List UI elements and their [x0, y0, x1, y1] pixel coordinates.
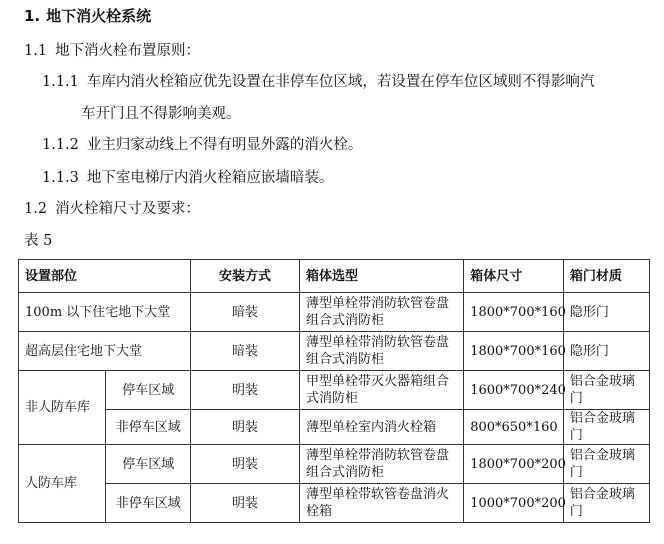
- hydrant-box-table: [18, 259, 650, 523]
- cell-door: 铝合金玻璃门: [563, 445, 649, 484]
- subsection-number: 1.1: [24, 43, 48, 59]
- cell-size: 800*650*160: [464, 410, 564, 445]
- clause-1-1-1-continuation: 车开门且不得影响美观。: [81, 106, 241, 122]
- clause-1-1-1: [42, 71, 594, 93]
- cell-box-type: 甲型单栓带灭火器箱组合式消防柜: [299, 371, 463, 410]
- clause-number: 1.1.1: [42, 74, 79, 90]
- cell-door: 隐形门: [563, 332, 649, 371]
- cell-sub-location: 非停车区域: [106, 410, 191, 445]
- cell-size: 1000*700*200: [464, 484, 564, 523]
- cell-sub-location: 停车区域: [106, 371, 191, 410]
- cell-install: 暗装: [191, 293, 300, 332]
- clause-number: 1.1.2: [42, 137, 79, 153]
- header-location: 设置部位: [19, 260, 191, 293]
- cell-sub-location: 非停车区域: [106, 484, 191, 523]
- cell-size: 1800*700*160: [464, 332, 564, 371]
- cell-install: 明装: [191, 410, 300, 445]
- table-header-row: [19, 260, 650, 293]
- clause-number: 1.1.3: [42, 170, 79, 186]
- cell-box-type: 薄型单栓带消防软管卷盘组合式消防柜: [299, 445, 463, 484]
- cell-install: 明装: [191, 484, 300, 523]
- cell-location: 100m 以下住宅地下大堂: [19, 293, 191, 332]
- subsection-1-2: [24, 198, 200, 220]
- table-row: [19, 371, 650, 410]
- cell-sub-location: 停车区域: [106, 445, 191, 484]
- cell-size: 1800*700*200: [464, 445, 564, 484]
- section-heading: [24, 5, 151, 27]
- table-row: [19, 484, 650, 523]
- cell-size: 1800*700*160: [464, 293, 564, 332]
- cell-install: 暗装: [191, 332, 300, 371]
- cell-location: 超高层住宅地下大堂: [19, 332, 191, 371]
- cell-box-type: 薄型单栓带软管卷盘消火栓箱: [299, 484, 463, 523]
- cell-location: 人防车库: [19, 445, 106, 523]
- cell-door: 铝合金玻璃门: [563, 484, 649, 523]
- section-number: 1.: [24, 7, 41, 25]
- cell-door: 铝合金玻璃门: [563, 410, 649, 445]
- clause-text: 车库内消火栓箱应优先设置在非停车位区域，若设置在停车位区域则不得影响汽: [86, 74, 595, 90]
- cell-box-type: 薄型单栓带消防软管卷盘组合式消防柜: [299, 332, 463, 371]
- cell-door: 铝合金玻璃门: [563, 371, 649, 410]
- cell-install: 明装: [191, 445, 300, 484]
- cell-location: 非人防车库: [19, 371, 106, 445]
- cell-size: 1600*700*240: [464, 371, 564, 410]
- section-title: 地下消火栓系统: [46, 7, 152, 25]
- table-row: [19, 332, 650, 371]
- header-door: 箱门材质: [563, 260, 649, 293]
- cell-door: 隐形门: [563, 293, 649, 332]
- clause-text: 地下室电梯厅内消火栓箱应嵌墙暗装。: [86, 170, 334, 186]
- clause-1-1-3: [42, 167, 333, 189]
- header-box-type: 箱体选型: [299, 260, 463, 293]
- subsection-1-1: [24, 40, 200, 62]
- subsection-number: 1.2: [24, 201, 48, 217]
- table-caption: 表 5: [24, 233, 53, 249]
- clause-text: 业主归家动线上不得有明显外露的消火栓。: [86, 137, 363, 153]
- clause-1-1-2: [42, 134, 362, 156]
- cell-box-type: 薄型单栓带消防软管卷盘组合式消防柜: [299, 293, 463, 332]
- subsection-text: 消火栓箱尺寸及要求：: [55, 201, 201, 217]
- cell-box-type: 薄型单栓室内消火栓箱: [299, 410, 463, 445]
- cell-install: 明装: [191, 371, 300, 410]
- table-row: [19, 293, 650, 332]
- header-install: 安装方式: [191, 260, 300, 293]
- subsection-text: 地下消火栓布置原则：: [55, 43, 201, 59]
- header-size: 箱体尺寸: [464, 260, 564, 293]
- table-row: [19, 410, 650, 445]
- table-row: [19, 445, 650, 484]
